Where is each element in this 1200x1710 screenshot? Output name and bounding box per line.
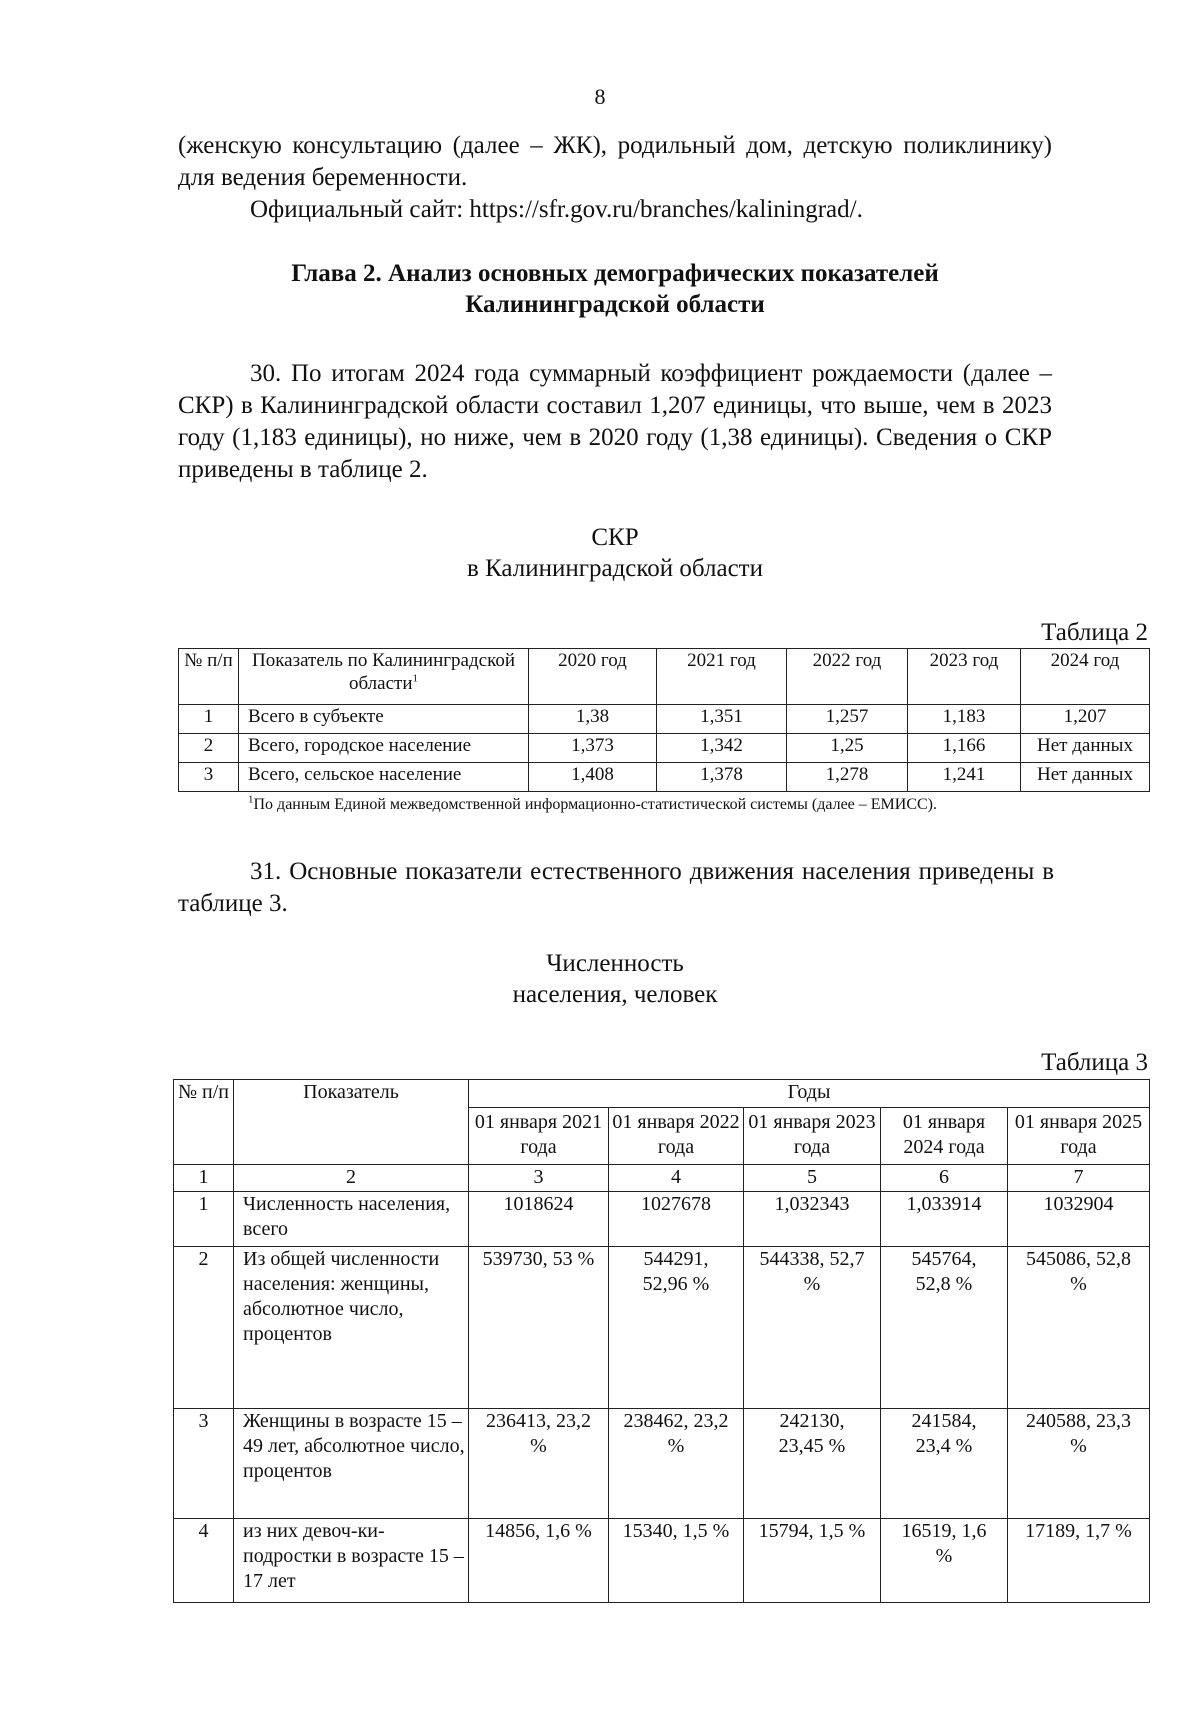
table2-header-year: 2024 год	[1021, 649, 1150, 705]
table-row: 3 Всего, сельское население 1,408 1,378 1,278 1,241 Нет данных	[179, 763, 1150, 792]
table3-colnum-row: 1 2 3 4 5 6 7	[174, 1165, 1150, 1192]
footnote-mark: 1	[248, 793, 254, 806]
table2-header-year: 2023 год	[908, 649, 1021, 705]
official-site-line: Официальный сайт: https://sfr.gov.ru/branches/kaliningrad/.	[250, 196, 863, 223]
table3-header-date: 01 января 2022 года	[609, 1108, 744, 1165]
table2-title	[178, 522, 1052, 584]
table-row: 1 Всего в субъекте 1,38 1,351 1,257 1,183 1,207	[179, 705, 1150, 734]
table3-header-date: 01 января 2024 года	[881, 1108, 1008, 1165]
table2-header-year: 2020 год	[529, 649, 657, 705]
table2-title-line2: в Калининградской области	[467, 555, 763, 582]
table3-title	[178, 948, 1052, 1010]
table3-header-date: 01 января 2023 года	[744, 1108, 881, 1165]
table2-header-year: 2021 год	[657, 649, 787, 705]
table-row: 1 Численность населения, всего 1018624 1027678 1,032343 1,033914 1032904	[174, 1192, 1150, 1247]
table3-header-date: 01 января 2025 года	[1008, 1108, 1150, 1165]
paragraph-31: 31. Основные показатели естественного движения населения приведены в таблице 3.	[178, 858, 1054, 917]
table-row: 3 Женщины в возрасте 15 – 49 лет, абсолютное число, процентов 236413, 23,2 % 238462, 23,2 % 242130, 23,45 % 241584, 23,4 % 240588, 23,3 %	[174, 1409, 1150, 1519]
chapter-heading-line2: Калининградской области	[465, 291, 765, 318]
table-2	[178, 648, 1150, 792]
table3-header-num: № п/п	[174, 1080, 234, 1165]
table3-header-indicator: Показатель	[234, 1080, 469, 1165]
table2-label: Таблица 2	[1041, 619, 1148, 646]
table3-title-line2: населения, человек	[512, 981, 718, 1008]
chapter-heading-line1: Глава 2. Анализ основных демографических показателей	[291, 260, 939, 287]
table2-footnote: $^1$По данным Единой межведомственной информационно-статистической системы (далее – ЕМИСС).	[248, 793, 937, 813]
table2-header-year: 2022 год	[787, 649, 908, 705]
table2-header-row	[179, 649, 1150, 705]
page-number: 8	[594, 84, 606, 109]
table2-header-num: № п/п	[179, 649, 239, 705]
chapter-heading	[178, 258, 1052, 320]
intro-paragraph: (женскую консультацию (далее – ЖК), родильный дом, детскую поликлинику) для ведения беременности.	[178, 132, 1052, 191]
table-row: 2 Из общей численности населения: женщины, абсолютное число, процентов 539730, 53 % 544291, 52,96 % 544338, 52,7 % 545764, 52,8 % 545086, 52,8 %	[174, 1247, 1150, 1409]
table3-header-date: 01 января 2021 года	[469, 1108, 609, 1165]
table2-header-indicator: Показатель по Калининградской области$^1$	[239, 649, 529, 705]
table3-title-line1: Численность	[546, 950, 684, 977]
table-row: 4 из них девоч-ки-подростки в возрасте 15 – 17 лет 14856, 1,6 % 15340, 1,5 % 15794, 1,5 % 16519, 1,6 % 17189, 1,7 %	[174, 1519, 1150, 1603]
table3-header-years: Годы	[469, 1080, 1150, 1108]
paragraph-30: 30. По итогам 2024 года суммарный коэффициент рождаемости (далее – СКР) в Калининградской области составил 1,207 единицы, что выше, чем в 2023 году (1,183 единицы), но ниже, чем в 2020 году (1,38 единицы). Сведения о СКР приведены в таблице 2.	[178, 360, 1052, 483]
table2-title-line1: СКР	[591, 524, 639, 551]
table3-header-row	[174, 1080, 1150, 1108]
footnote-mark: 1	[412, 672, 418, 685]
table3-label: Таблица 3	[1041, 1049, 1148, 1076]
table-3	[173, 1079, 1150, 1603]
table-row: 2 Всего, городское население 1,373 1,342 1,25 1,166 Нет данных	[179, 734, 1150, 763]
